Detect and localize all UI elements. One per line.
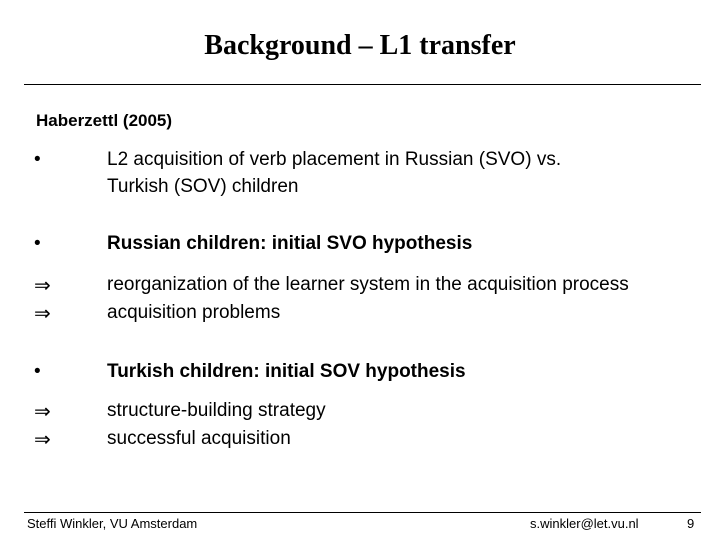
bullet-marker: •	[34, 233, 41, 254]
item-4-line: acquisition problems	[107, 302, 281, 323]
implies-arrow-icon: ⇒	[34, 429, 51, 451]
slide-subtitle: Haberzettl (2005)	[36, 111, 173, 130]
item-6-line: structure-building strategy	[107, 400, 326, 421]
page-number: 9	[687, 516, 695, 531]
footer-author: Steffi Winkler, VU Amsterdam	[27, 516, 198, 531]
slide-title: Background – L1 transfer	[204, 30, 516, 61]
item-2-heading: Russian children: initial SVO hypothesis	[107, 233, 473, 254]
implies-arrow-icon: ⇒	[34, 303, 51, 325]
footer-email: s.winkler@let.vu.nl	[530, 516, 639, 531]
implies-arrow-icon: ⇒	[34, 275, 51, 297]
bullet-marker: •	[34, 361, 41, 382]
title-divider	[24, 84, 701, 85]
item-1-line-1: L2 acquisition of verb placement in Russian (SVO) vs.	[107, 149, 562, 170]
footer-divider	[24, 512, 701, 513]
item-5-heading: Turkish children: initial SOV hypothesis	[107, 361, 466, 382]
bullet-marker: •	[34, 149, 41, 170]
implies-arrow-icon: ⇒	[34, 401, 51, 423]
item-7-line: successful acquisition	[107, 428, 291, 449]
item-3-line: reorganization of the learner system in the acquisition process	[107, 274, 629, 295]
item-1-line-2: Turkish (SOV) children	[107, 176, 299, 197]
